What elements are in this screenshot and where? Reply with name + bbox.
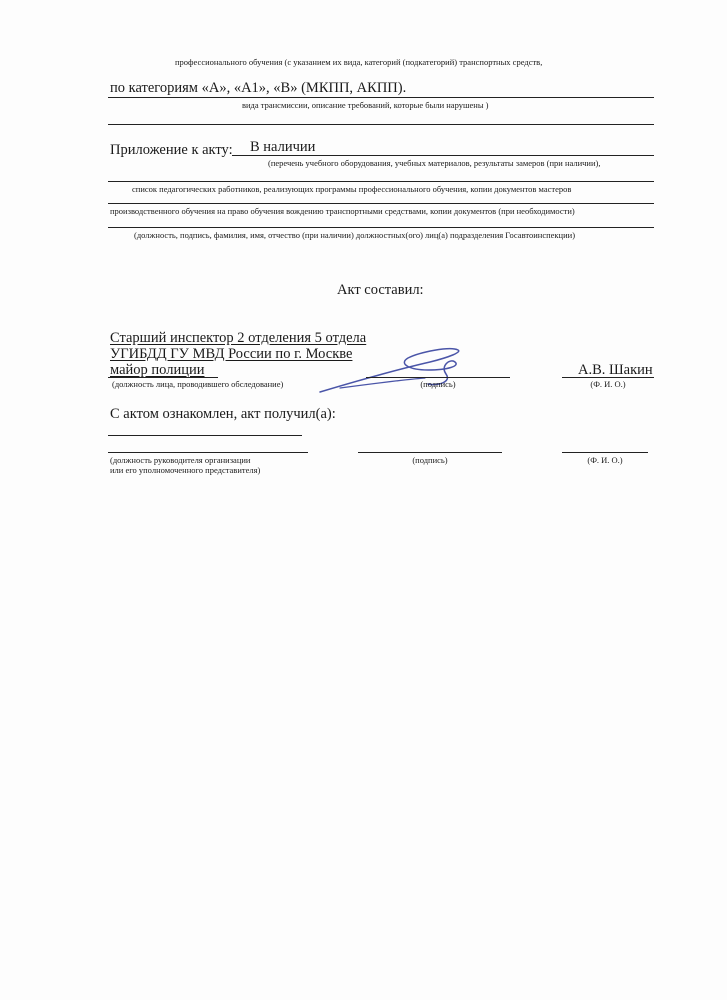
training-type-caption: профессионального обучения (с указанием их вида, категорий (подкатегорий) транспортных средств, — [175, 57, 543, 67]
blank-line — [108, 124, 654, 125]
representative-name-caption: (Ф. И. О.) — [587, 455, 623, 465]
categories-text: по категориям «А», «А1», «В» (МКПП, АКПП). — [110, 80, 407, 96]
attachment-value: В наличии — [250, 139, 316, 155]
inspector-name-caption: (Ф. И. О.) — [590, 379, 626, 389]
attachment-caption-1: (перечень учебного оборудования, учебных материалов, результаты замеров (при наличии), — [268, 158, 601, 168]
acknowledged-heading: С актом ознакомлен, акт получил(а): — [110, 406, 336, 422]
attachment-label: Приложение к акту: — [110, 142, 233, 158]
attachment-caption-2: список педагогических работников, реализующих программы профессионального обучения, копии документов мастеров — [132, 184, 572, 194]
compiled-heading: Акт составил: — [337, 282, 424, 298]
representative-signature-line — [358, 452, 502, 453]
inspector-position-line-2: УГИБДД ГУ МВД России по г. Москве — [110, 346, 353, 362]
attachment-caption-3: производственного обучения на право обучения вождению транспортными средствами, копии документов (при необходимости) — [110, 206, 575, 216]
transmission-caption: вида трансмиссии, описание требований, которые были нарушены ) — [242, 100, 489, 110]
attachment-line-2 — [108, 181, 654, 182]
inspector-position-line-3: майор полиции — [110, 362, 205, 378]
attachment-line-4 — [108, 227, 654, 228]
representative-position-caption-1: (должность руководителя организации — [110, 455, 251, 465]
inspector-name-underline — [562, 377, 654, 378]
inspector-position-underline — [108, 377, 218, 378]
attachment-value-underline — [232, 155, 654, 156]
inspector-position-caption: (должность лица, проводившего обследование) — [112, 379, 284, 389]
attachment-line-3 — [108, 203, 654, 204]
inspector-name: А.В. Шакин — [578, 362, 653, 378]
inspector-signature-caption: (подпись) — [420, 379, 456, 389]
representative-position-line — [108, 452, 308, 453]
inspector-signature-line — [366, 377, 510, 378]
acknowledged-blank-line — [108, 435, 302, 436]
representative-signature-caption: (подпись) — [412, 455, 448, 465]
representative-position-caption-2: или его уполномоченного представителя) — [110, 465, 261, 475]
categories-underline — [108, 97, 654, 98]
representative-name-line — [562, 452, 648, 453]
attachment-caption-4: (должность, подпись, фамилия, имя, отчество (при наличии) должностных(ого) лиц(а) подразделения Госавтоинспекции) — [134, 230, 576, 240]
inspector-position-line-1: Старший инспектор 2 отделения 5 отдела — [110, 330, 367, 346]
inspector-signature — [300, 340, 520, 400]
